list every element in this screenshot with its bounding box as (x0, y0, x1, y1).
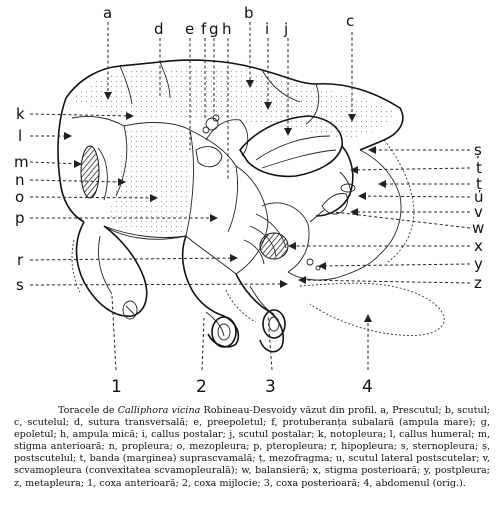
label-1: 1 (111, 377, 122, 397)
label-d: d (154, 20, 164, 38)
top-labels (103, 4, 354, 38)
posterior-spiracle (260, 233, 288, 259)
label-t-comma: ț (476, 175, 482, 193)
abdomen-outline (300, 283, 444, 335)
label-3: 3 (265, 377, 276, 397)
label-e: e (185, 20, 195, 38)
left-labels (14, 105, 29, 294)
label-r: r (17, 251, 24, 269)
label-s-comma: ș (474, 141, 482, 159)
label-2: 2 (196, 377, 207, 397)
figure-caption (14, 405, 490, 490)
caption-author: Robineau-Desvoidy văzut din profil. (203, 405, 378, 416)
label-y: y (474, 255, 483, 273)
pteropleura-outline (206, 120, 248, 156)
label-g: g (209, 20, 219, 38)
thorax-drawing (58, 60, 444, 352)
label-i: i (265, 20, 270, 38)
right-labels (472, 141, 484, 292)
caption-species: Calliphora vicina (117, 405, 201, 416)
label-v: v (474, 203, 483, 221)
label-l: l (18, 127, 23, 145)
label-p: p (15, 209, 25, 227)
label-4: 4 (362, 377, 373, 397)
label-a: a (103, 4, 113, 22)
fore-coxa (77, 222, 147, 316)
label-k: k (16, 105, 25, 123)
label-s: s (16, 276, 24, 294)
label-n: n (15, 171, 25, 189)
label-h: h (222, 20, 232, 38)
caption-intro: Toracele de (58, 405, 115, 416)
label-w: w (472, 219, 485, 237)
label-z: z (474, 274, 482, 292)
label-f: f (201, 20, 207, 38)
label-b: b (244, 4, 254, 22)
label-m: m (14, 153, 29, 171)
label-c: c (346, 12, 355, 30)
leader-lines (30, 22, 470, 370)
caption-legend: a, Prescutul; b, scutul; c, scutelul; d, sutura transversală; e, preepoletul; f, protuberanța subalară (ampula mare); g, epoletul; h, ampula mică; i, callus postalar; j, scutul postalar; k, notopleura; l, callus humeral; m, stigma anterioară; n, propleura; o, mezopleura; p, pteropleura; r, hipopleura; s, sternopleura; ș, postscutelul; t, banda (marginea) suprascvamală; ț, mezofragma; u, scutul lateral postscutelar; v, scvamopleura (convexitatea scvamopleurală); w, balansieră; x, stigma posterioară; y, postpleura; z, metapleura; 1, coxa anterioară; 2, coxa mijlocie; 3, coxa posterioară; 4, abdomenul (orig.). (14, 405, 490, 489)
label-t: t (476, 159, 482, 177)
label-o: o (15, 188, 25, 206)
label-j: j (284, 20, 289, 38)
bottom-labels (111, 377, 373, 397)
label-u: u (474, 188, 484, 206)
anterior-spiracle (81, 146, 99, 198)
label-x: x (474, 237, 483, 255)
